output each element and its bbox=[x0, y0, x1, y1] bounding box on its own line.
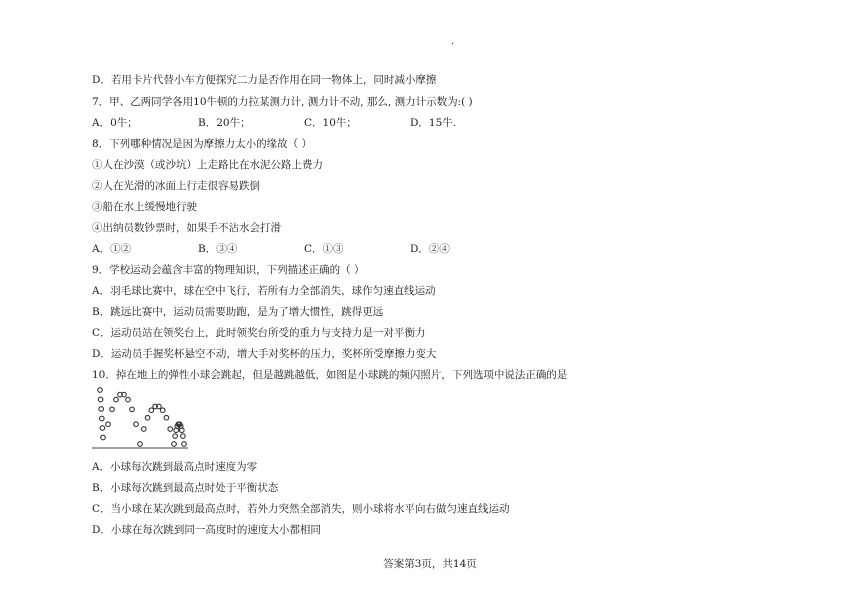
ball-image bbox=[100, 416, 105, 421]
question-10: 10．掉在地上的弹性小球会跳起，但是越跳越低，如图是小球跳的频闪照片，下列选项中说法正确的是 bbox=[92, 369, 568, 381]
q6-option-d: D．若用卡片代替小车方便探究二力是否作用在同一物体上，同时减小摩擦 bbox=[92, 74, 437, 86]
q10-option-a: A．小球每次跳到最高点时速度为零 bbox=[92, 461, 258, 473]
q7-option-d: D．15牛. bbox=[410, 117, 457, 129]
q8-statement-2: ②人在光滑的冰面上行走很容易跌倒 bbox=[92, 180, 260, 192]
q8-option-c: C．①③ bbox=[304, 243, 344, 255]
ball-image bbox=[126, 397, 131, 402]
ball-image bbox=[172, 442, 177, 447]
ball-image bbox=[181, 434, 186, 439]
q9-option-d: D．运动员手握奖杯悬空不动，增大手对奖杯的压力，奖杯所受摩擦力变大 bbox=[92, 348, 437, 360]
ball-image bbox=[100, 426, 105, 431]
q8-statement-3: ③船在水上缓慢地行驶 bbox=[92, 201, 197, 213]
q8-option-a: A．①② bbox=[92, 243, 132, 255]
ball-image bbox=[134, 422, 139, 427]
ball-image bbox=[114, 397, 119, 402]
ball-image bbox=[106, 422, 111, 427]
q7-option-a: A．0牛； bbox=[92, 117, 138, 129]
ball-image bbox=[149, 408, 154, 413]
q9-option-b: B．跳远比赛中，运动员需要助跑，是为了增大惯性，跳得更远 bbox=[92, 306, 384, 318]
q7-option-c: C．10牛； bbox=[304, 117, 357, 129]
page-footer: 答案第3页，共14页 bbox=[383, 558, 477, 570]
q8-option-b: B．③④ bbox=[198, 243, 238, 255]
ball-image bbox=[160, 408, 165, 413]
ball-image bbox=[182, 442, 187, 447]
q8-statement-1: ①人在沙漠（或沙坑）上走路比在水泥公路上费力 bbox=[92, 159, 323, 171]
ball-image bbox=[110, 407, 115, 412]
ball-image bbox=[98, 397, 103, 402]
q10-option-b: B．小球每次跳到最高点时处于平衡状态 bbox=[92, 482, 279, 494]
ball-image bbox=[130, 407, 135, 412]
question-9: 9．学校运动会蕴含丰富的物理知识，下列描述正确的（ ） bbox=[92, 264, 365, 276]
q9-option-a: A．羽毛球比赛中，球在空中飞行，若所有力全部消失，球作匀速直线运动 bbox=[92, 285, 436, 297]
question-8: 8．下列哪种情况是因为摩擦力太小的缘故（ ） bbox=[92, 138, 313, 150]
ball-image bbox=[98, 388, 103, 393]
q8-statement-4: ④出纳员数钞票时，如果手不沾水会打滑 bbox=[92, 222, 281, 234]
ball-image bbox=[138, 442, 143, 447]
ball-image bbox=[164, 415, 169, 420]
q7-option-b: B．20牛； bbox=[198, 117, 251, 129]
question-7: 7．甲、乙两同学各用10牛顿的力拉某测力计, 测力计不动, 那么, 测力计示数为:( ) bbox=[92, 96, 473, 108]
ball-image bbox=[101, 435, 106, 440]
ball-image bbox=[173, 434, 178, 439]
ball-image bbox=[168, 427, 173, 432]
q10-option-d: D．小球在每次跳到同一高度时的速度大小都相同 bbox=[92, 524, 321, 536]
bouncing-ball-stroboscopic-photo bbox=[92, 386, 192, 450]
q8-option-d: D．②④ bbox=[410, 243, 450, 255]
ball-image bbox=[142, 427, 147, 432]
q10-option-c: C．当小球在某次跳到最高点时，若外力突然全部消失，则小球将水平向右做匀速直线运动 bbox=[92, 503, 510, 515]
ball-image bbox=[145, 415, 150, 420]
header-dot: . bbox=[451, 36, 455, 47]
ball-image bbox=[99, 407, 104, 412]
q9-option-c: C．运动员站在领奖台上，此时领奖台所受的重力与支持力是一对平衡力 bbox=[92, 327, 426, 339]
